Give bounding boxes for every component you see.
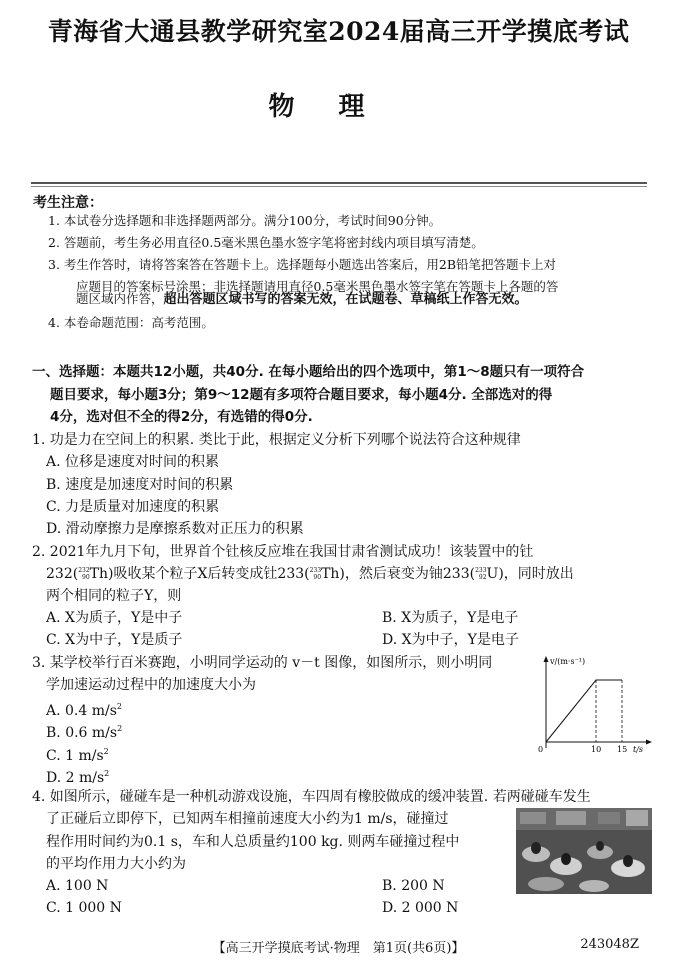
notice-item-1: 1. 本试卷分选择题和非选择题两部分。满分100分，考试时间90分钟。 xyxy=(48,213,442,228)
x-axis-label: t/s xyxy=(633,745,644,754)
q3-line2: 学加速运动过程中的加速度大小为 xyxy=(46,677,256,693)
tick-label: 15 xyxy=(617,745,628,754)
subject-title: 物理 xyxy=(268,92,409,122)
mass-number: 233 xyxy=(309,567,322,574)
q2-text-c: Th)，然后衰变为铀233( xyxy=(321,566,476,582)
q3-line1: 3. 某学校举行百米赛跑，小明同学运动的 v－t 图像，如图所示，则小明同 xyxy=(32,655,493,671)
exam-code: 243048Z xyxy=(580,937,639,952)
notice-item-3-line2: 应题目的答案标号涂黑；非选择题请用直径0.5毫米黑色墨水签字笔在答题卡上各题的答 xyxy=(76,279,559,294)
th233-isotope xyxy=(310,567,321,581)
atomic-number: 90 xyxy=(82,574,90,581)
atomic-number: 90 xyxy=(313,574,322,581)
q2-line3: 两个相同的粒子Y，则 xyxy=(46,588,182,604)
th232-isotope xyxy=(78,567,89,581)
q1-option-b: B. 速度是加速度对时间的积累 xyxy=(46,477,234,493)
vt-graph xyxy=(536,652,656,758)
divider xyxy=(31,182,647,184)
exponent: 2 xyxy=(117,724,123,733)
notice-item-3-line3 xyxy=(76,288,676,311)
q4-line3: 程作用时间约为0.1 s，车和人总质量约100 kg. 则两车碰撞过程中 xyxy=(46,834,460,850)
q2-line1: 2. 2021年九月下旬，世界首个钍核反应堆在我国甘肃省测试成功！该装置中的钍 xyxy=(32,544,534,560)
q4-option-a: A. 100 N xyxy=(46,878,109,894)
q4-option-c: C. 1 000 N xyxy=(46,900,122,916)
exponent: 2 xyxy=(116,702,122,711)
notice-item-3-line1: 3. 考生作答时，请将答案答在答题卡上。选择题每小题选出答案后，用2B铅笔把答题卡上对 xyxy=(48,257,557,272)
mass-number: 233 xyxy=(475,567,487,574)
q4-line4: 的平均作用力大小约为 xyxy=(46,856,186,872)
vt-line xyxy=(546,680,622,742)
section1-line1: 一、选择题：本题共12小题，共40分. 在每小题给出的四个选项中，第1～8题只有一项符合 xyxy=(32,364,585,380)
q4-line1: 4. 如图所示，碰碰车是一种机动游戏设施，车四周有橡胶做成的缓冲装置. 若两碰碰车发生 xyxy=(32,789,591,805)
notice-item-2: 2. 答题前，考生务必用直径0.5毫米黑色墨水签字笔将密封线内项目填写清楚。 xyxy=(48,235,484,250)
q2-option-a: A. X为质子，Y是中子 xyxy=(46,610,183,626)
q1-stem: 1. 功是力在空间上的积累. 类比于此，根据定义分析下列哪个说法符合这种规律 xyxy=(32,432,521,448)
bumper-car-photo xyxy=(516,808,652,894)
mass-number: 232 xyxy=(78,567,90,574)
tick-label: 10 xyxy=(591,745,602,754)
q2-line2 xyxy=(46,563,574,585)
q2-option-b: B. X为质子，Y是电子 xyxy=(382,610,519,626)
u233-isotope xyxy=(475,567,486,581)
section1-line3: 4分，选对但不全的得2分，有选错的得0分. xyxy=(50,409,313,425)
page-footer: 【高三开学摸底考试·物理 第1页(共6页)】 xyxy=(212,941,465,956)
notice-item-3-line3-a: 题区域内作答， xyxy=(76,291,164,306)
divider-thin xyxy=(31,186,647,187)
origin-label: 0 xyxy=(538,745,544,754)
notice-heading: 考生注意： xyxy=(33,195,103,211)
notice-item-3-warning: 超出答题区域书写的答案无效，在试题卷、草稿纸上作答无效。 xyxy=(163,292,528,307)
q2-text-d: U)，同时放出 xyxy=(486,566,574,582)
atomic-number: 92 xyxy=(478,574,487,581)
q4-line2: 了正碰后立即停下，已知两车相撞前速度大小约为1 m/s，碰撞过 xyxy=(46,811,449,827)
section1-line2: 题目要求，每小题3分；第9～12题有多项符合题目要求，每小题4分. 全部选对的得 xyxy=(50,387,553,403)
exam-title: 青海省大通县教学研究室2024届高三开学摸底考试 xyxy=(47,17,630,46)
y-axis-arrow xyxy=(544,656,549,662)
q3-option-a-text: A. 0.4 m/s xyxy=(46,703,117,719)
q1-option-a: A. 位移是速度对时间的积累 xyxy=(46,454,220,470)
q2-option-d: D. X为中子，Y是电子 xyxy=(382,632,519,648)
q4-option-d: D. 2 000 N xyxy=(382,900,459,916)
q2-option-c: C. X为中子，Y是质子 xyxy=(46,632,183,648)
notice-item-4: 4. 本卷命题范围：高考范围。 xyxy=(48,315,214,330)
q3-option-d-text: D. 2 m/s xyxy=(46,770,105,786)
q1-option-d: D. 滑动摩擦力是摩擦系数对正压力的积累 xyxy=(46,521,304,537)
q2-text-b: Th)吸收某个粒子X后转变成钍233( xyxy=(89,566,310,582)
x-axis-arrow xyxy=(646,740,652,745)
q1-option-c: C. 力是质量对加速度的积累 xyxy=(46,499,220,515)
y-axis-label: v/(m·s⁻¹) xyxy=(550,657,586,666)
exponent: 2 xyxy=(104,769,110,778)
q4-option-b: B. 200 N xyxy=(382,878,445,894)
exponent: 2 xyxy=(103,747,109,756)
q3-option-c-text: C. 1 m/s xyxy=(46,748,104,764)
q2-text-a: 232( xyxy=(46,566,79,582)
q3-option-b-text: B. 0.6 m/s xyxy=(46,725,118,741)
